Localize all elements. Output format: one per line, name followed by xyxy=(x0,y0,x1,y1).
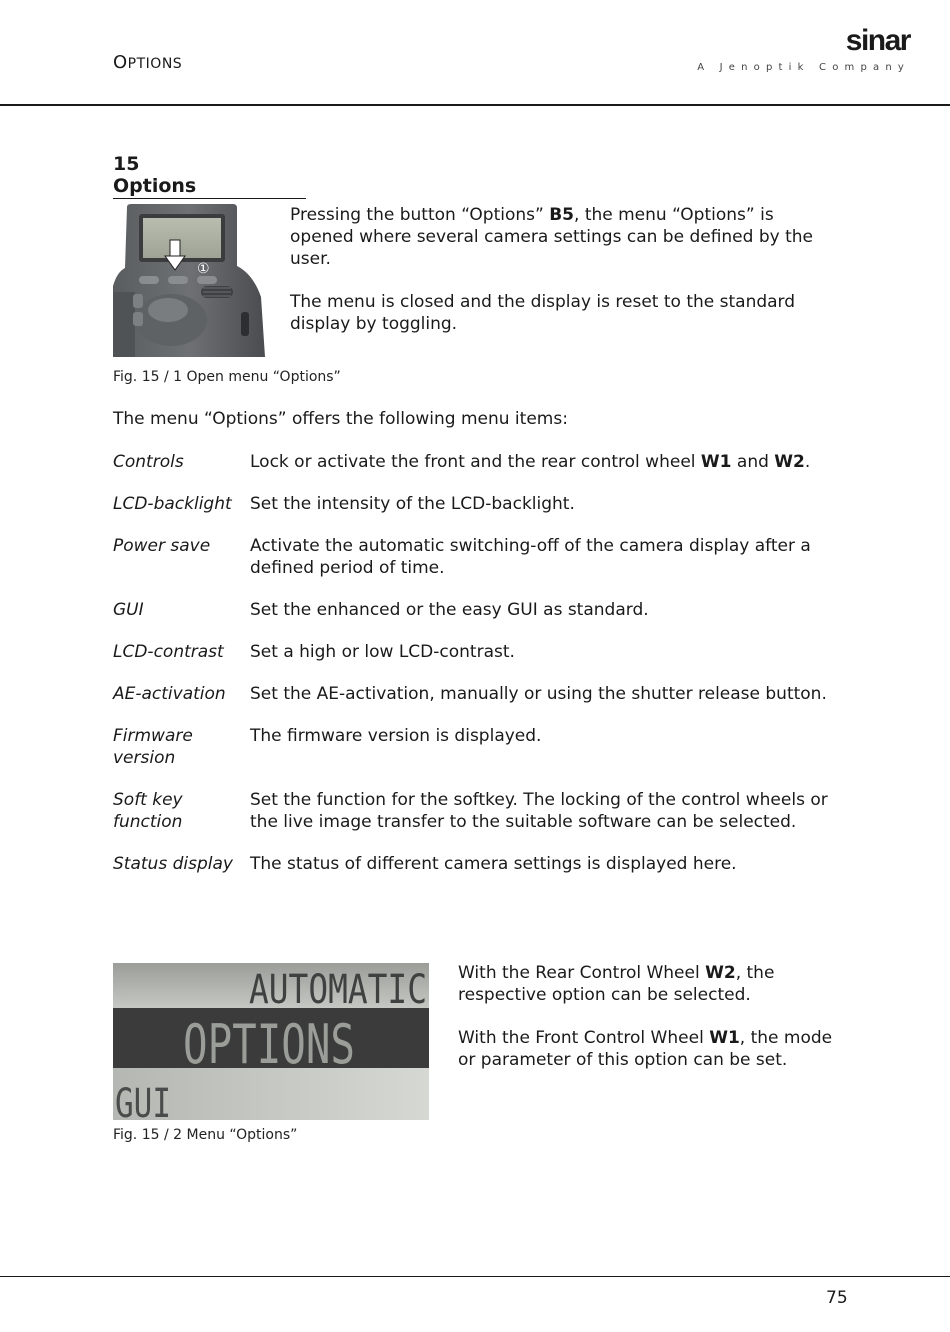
side-text: , the mode or parameter of this option can be set. xyxy=(458,1028,833,1070)
wheel-ref-w1: W1 xyxy=(709,1028,740,1048)
section-heading xyxy=(113,153,306,199)
intro-text: Pressing the button “Options” xyxy=(290,205,550,225)
list-item xyxy=(113,493,833,515)
side-text: , the respective option can be selected. xyxy=(458,963,775,1005)
callout-marker: ① xyxy=(197,261,210,277)
intro-paragraph-2: The menu is closed and the display is reset to the standard display by toggling. xyxy=(290,292,796,334)
item-description xyxy=(250,451,833,473)
item-description: Set the AE-activation, manually or using the shutter release button. xyxy=(250,684,827,704)
item-description: The firmware version is displayed. xyxy=(250,726,542,746)
list-item xyxy=(113,789,833,833)
item-term: GUI xyxy=(113,600,144,620)
logo-tagline: A Jenoptik Company xyxy=(697,62,910,73)
item-term: LCD-contrast xyxy=(113,642,224,662)
wheel-ref-w2: W2 xyxy=(705,963,736,983)
list-item xyxy=(113,535,833,579)
list-item xyxy=(113,853,833,875)
desc-text: and xyxy=(731,452,775,472)
menu-items-lead: The menu “Options” offers the following menu items: xyxy=(113,409,568,429)
wheel-w1-paragraph xyxy=(458,1027,838,1071)
figure2-caption: Fig. 15 / 2 Menu “Options” xyxy=(113,1127,298,1143)
list-item xyxy=(113,725,833,769)
menu-items-list xyxy=(113,451,833,875)
item-description: Set the enhanced or the easy GUI as standard. xyxy=(250,600,649,620)
button-ref-b5: B5 xyxy=(549,205,575,225)
item-term: Soft key function xyxy=(113,790,183,832)
lcd-bottom-label: GUI xyxy=(115,1081,171,1127)
camera-back-illustration xyxy=(113,202,270,357)
footer-rule xyxy=(0,1276,950,1277)
list-item xyxy=(113,683,833,705)
camera-back-figure xyxy=(113,202,270,357)
lcd-options-illustration xyxy=(113,963,429,1127)
lcd-top-label: AUTOMATIC xyxy=(249,967,427,1013)
item-term: Firmware version xyxy=(113,726,193,768)
desc-text: Lock or activate the front and the rear control wheel xyxy=(250,452,701,472)
header-rule xyxy=(0,104,950,106)
wheel-ref-w1: W1 xyxy=(700,452,732,472)
item-description: Activate the automatic switching-off of the camera display after a defined period of time. xyxy=(250,536,811,578)
side-text: With the Rear Control Wheel xyxy=(458,963,706,983)
logo-wordmark: sinar xyxy=(845,24,910,57)
sinar-logo xyxy=(697,26,910,73)
section-title: Options xyxy=(113,175,197,197)
list-item xyxy=(113,641,833,663)
desc-text: . xyxy=(804,452,811,472)
list-item xyxy=(113,599,833,621)
item-term: Status display xyxy=(113,854,233,874)
item-description: Set the function for the softkey. The locking of the control wheels or the live image transfer to the suitable software can be selected. xyxy=(250,790,828,832)
lcd-menu-title: OPTIONS xyxy=(183,1013,355,1076)
item-description: Set the intensity of the LCD-backlight. xyxy=(250,494,575,514)
running-head-rest: PTIONS xyxy=(127,56,183,72)
running-head xyxy=(113,52,182,73)
item-description: Set a high or low LCD-contrast. xyxy=(250,642,515,662)
wheel-w2-paragraph xyxy=(458,962,838,1006)
item-term: LCD-backlight xyxy=(113,494,232,514)
item-description: The status of different camera settings is displayed here. xyxy=(250,854,737,874)
page-number: 75 xyxy=(826,1288,848,1308)
lcd-options-figure xyxy=(113,963,429,1127)
intro-paragraph-1 xyxy=(290,204,830,270)
list-item xyxy=(113,451,833,473)
item-term: Controls xyxy=(113,452,184,472)
side-text: With the Front Control Wheel xyxy=(458,1028,710,1048)
item-term: Power save xyxy=(113,536,211,556)
item-term: AE-activation xyxy=(113,684,226,704)
intro-text: , the menu “Options” is opened where several camera settings can be defined by the user. xyxy=(290,205,813,269)
section-number: 15 xyxy=(113,153,140,175)
running-head-initial: O xyxy=(113,52,128,73)
wheel-ref-w2: W2 xyxy=(774,452,805,472)
figure1-caption: Fig. 15 / 1 Open menu “Options” xyxy=(113,369,341,385)
